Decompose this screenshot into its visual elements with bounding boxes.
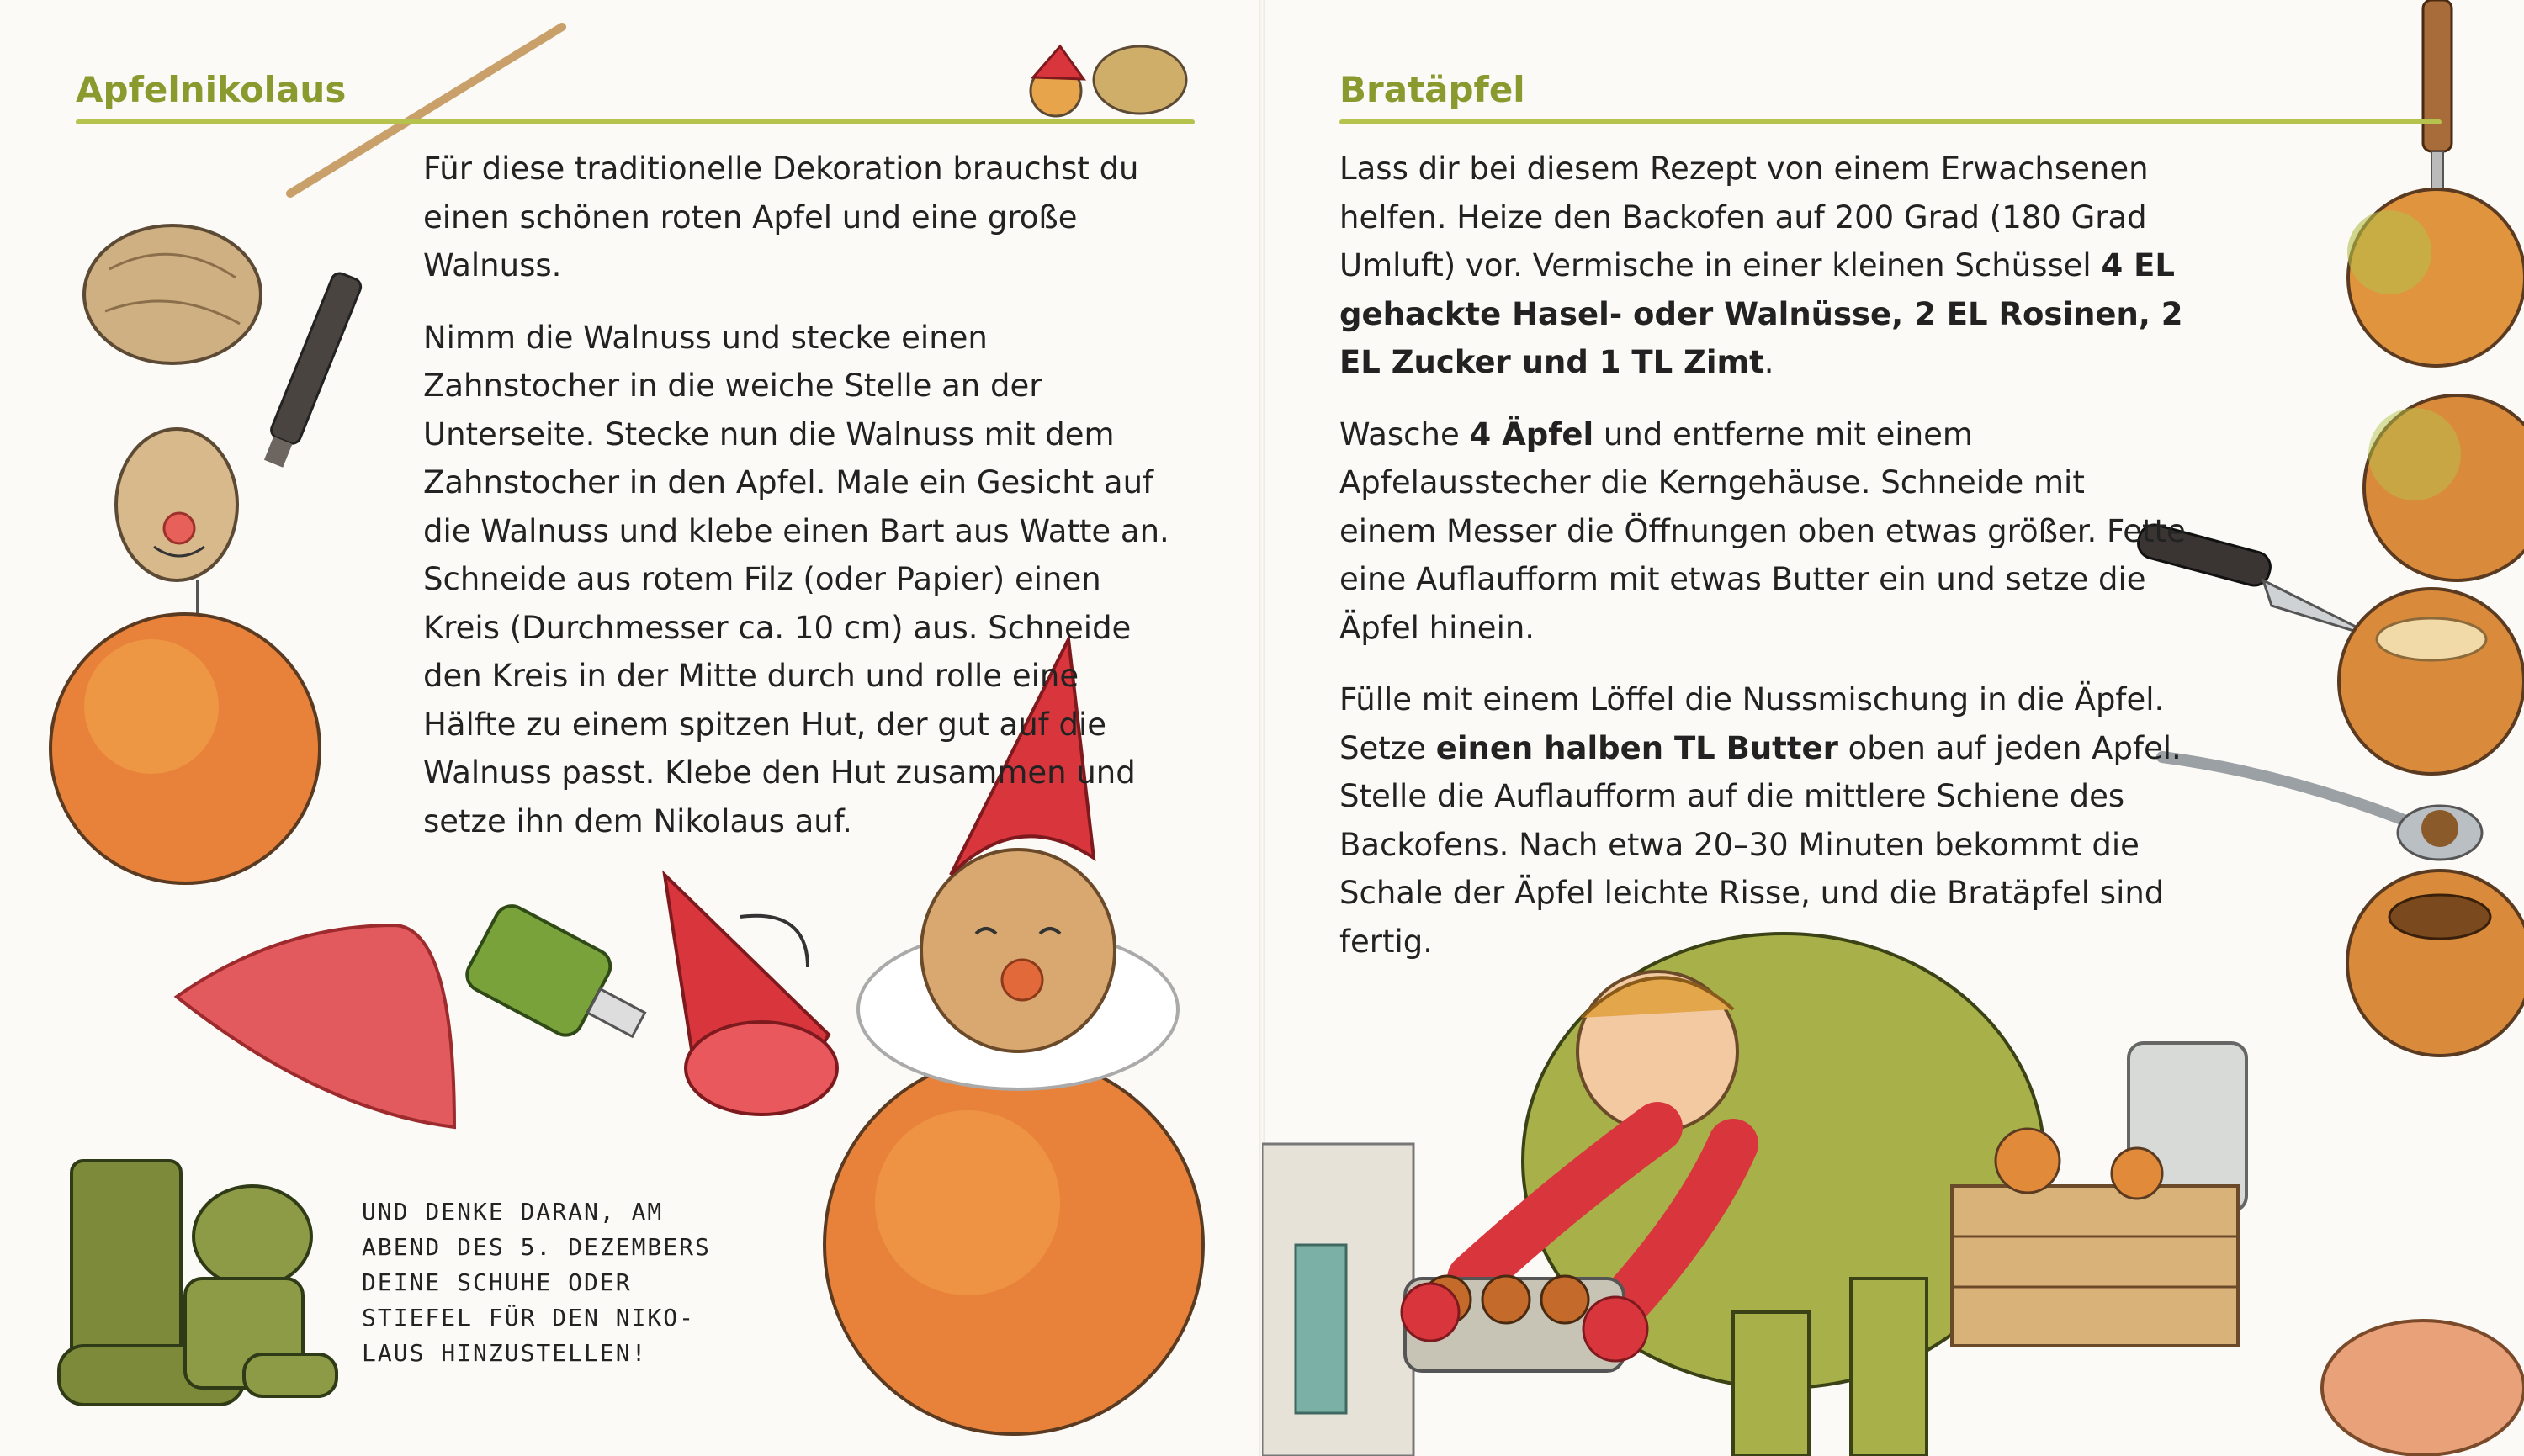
- nikolaus-face-drawing: [921, 850, 1115, 1051]
- nikolaus-sack-icon: [1031, 46, 1186, 116]
- page-title: Bratäpfel: [1339, 69, 1525, 110]
- walnut-drawing: [84, 225, 261, 363]
- butter-bold: einen halben TL Butter: [1435, 729, 1838, 766]
- spoon-drawing: [2162, 757, 2415, 824]
- recipe-paragraph-2: Wasche 4 Äpfel und entferne mit einem Apfelausstecher die Kerngehäuse. Schneide mit einem Messer die Öffnungen oben etwas größer. Fette eine Auflaufform mit etwas Butter ein und setze die Äpfel hinein.: [1339, 416, 2186, 646]
- apples-bold: 4 Äpfel: [1469, 416, 1594, 453]
- reminder-note: UND DENKE DARAN, AM ABEND DES 5. DEZEMBERS DEINE SCHUHE ODER STIEFEL FÜR DEN NIKO- LAUS HINZUSTELLEN!: [362, 1198, 711, 1367]
- recipe-text: [1339, 145, 2189, 989]
- ingredients-bold: 4 EL gehackte Hasel- oder Walnüsse, 2 EL Rosinen, 2 EL Zucker und 1 TL Zimt: [1339, 247, 2183, 380]
- intro-paragraph: Für diese traditionelle Dekoration brauchst du einen schönen roten Apfel und eine große Walnuss.: [423, 151, 1139, 283]
- marker-drawing: [259, 271, 363, 469]
- recipe-paragraph-3: Fülle mit einem Löffel die Nussmischung in die Äpfel. Setze einen halben TL Butter oben auf jeden Apfel. Stelle die Auflaufform auf die mittlere Schiene des Backofens. Nach etwa 20–30 Minuten bekommt die Schale der Äpfel leichte Risse, und die Bratäpfel sind fertig.: [1339, 681, 2182, 960]
- recipe-paragraph-1: Lass dir bei diesem Rezept von einem Erwachsenen helfen. Heize den Backofen auf 200 Grad (180 Grad Umluft) vor. Vermische in einer kleinen Schüssel 4 EL gehackte Hasel- oder Walnüsse, 2 EL Rosinen, 2 EL Zucker und 1 TL Zimt.: [1339, 151, 2183, 380]
- apple-corer-drawing: [2423, 0, 2452, 151]
- steps-paragraph: Nimm die Walnuss und stecke einen Zahnstocher in die weiche Stelle an der Unterseite. Stecke nun die Walnuss mit dem Zahnstocher in den Apfel. Male ein Gesicht auf die Walnuss und klebe einen Bart aus Watte an. Schneide aus rotem Filz (oder Papier) einen Kreis (Durchmesser ca. 10 cm) aus. Schneide den Kreis in der Mitte durch und rolle eine Hälfte zu einem spitzen Hut, der gut auf die Walnuss passt. Klebe den Hut zusammen und setze ihn dem Nikolaus auf.: [423, 319, 1169, 839]
- page-title: Apfelnikolaus: [76, 69, 347, 110]
- child-baking-scene: [1262, 934, 2044, 1456]
- title-rule: [1339, 119, 2442, 124]
- title-rule: [76, 119, 1195, 124]
- right-page: [1262, 0, 2524, 1456]
- boots-drawing: [59, 1161, 337, 1405]
- felt-half-circle-drawing: [177, 925, 454, 1127]
- walnut-head-drawing: [116, 429, 237, 580]
- instructions-text: [423, 145, 1180, 869]
- glue-tube-drawing: [461, 900, 660, 1065]
- apple-cut-drawing: [2339, 589, 2524, 774]
